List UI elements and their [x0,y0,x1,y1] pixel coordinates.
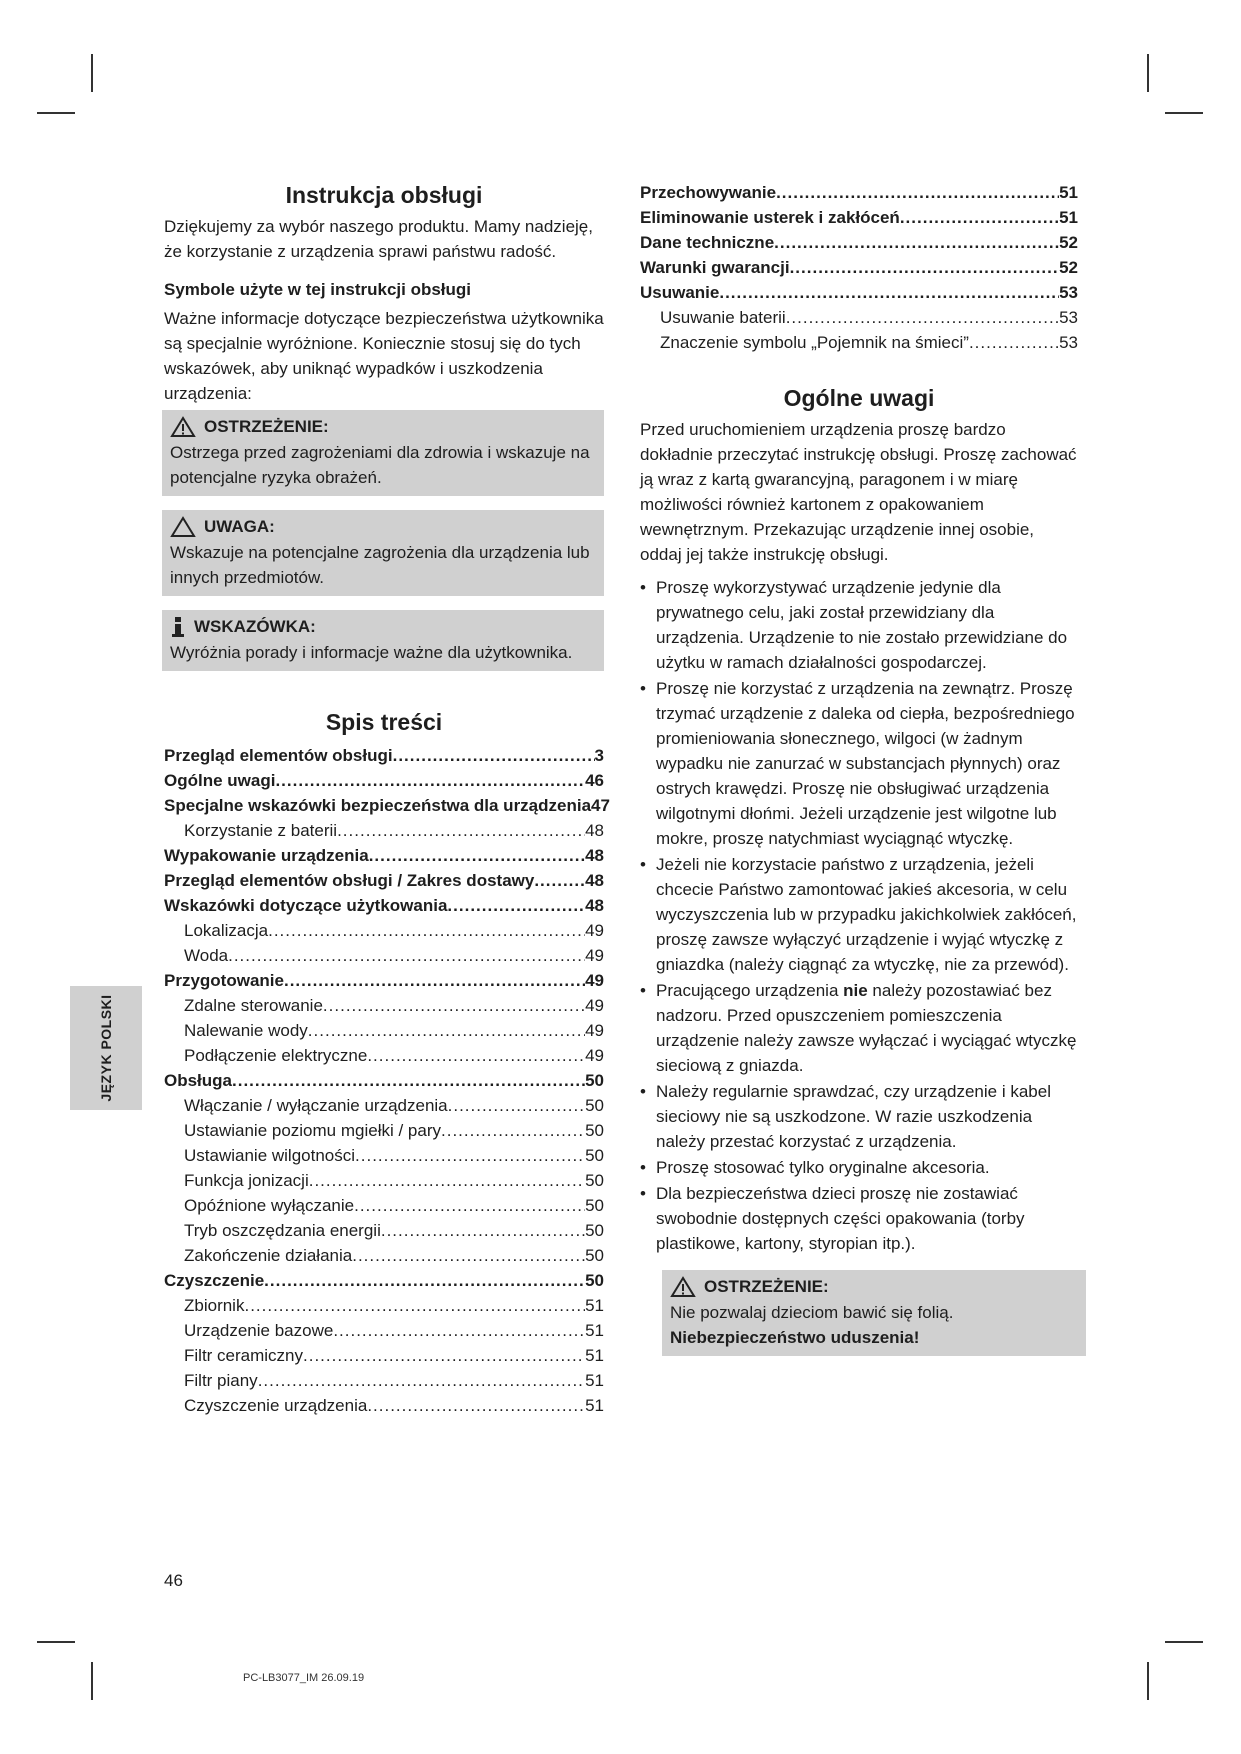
warning-text-plain: Nie pozwalaj dzieciom bawić się folią. [670,1303,954,1322]
toc-entry-page: 47 [591,796,610,815]
toc-entry-label: Zdalne sterowanie [184,996,323,1015]
toc-entry-page: 50 [585,1146,604,1165]
safety-bullet-list [640,575,1078,1256]
toc-entry-page: 48 [585,896,604,915]
toc-entry-page: 48 [585,871,604,890]
toc-entry [164,768,604,793]
toc-entry-label: Warunki gwarancji [640,258,790,277]
bullet-text: Pracującego urządzenia [656,981,844,1000]
toc-list-left [164,743,610,1418]
caution-triangle-icon [170,516,196,538]
toc-entry [164,1093,604,1118]
toc-leader-dots [393,743,595,768]
toc-list-right [640,180,1078,355]
list-item: • Jeżeli nie korzystacie państwo z urządzenia, jeżeli chcecie Państwo zamontować jakieś akcesoria, w celu wyczyszczenia lub w przypadku jakichkolwiek zakłóceń, proszę zawsze wyłączyć urządzenie i wyjąć wtyczkę z gniazdka (należy ciągnąć za wtyczkę, nie za przewód). [640,852,1078,977]
toc-entry-page: 50 [585,1196,604,1215]
toc-leader-dots [309,1168,585,1193]
toc-leader-dots [303,1343,585,1368]
toc-entry-label: Opóźnione wyłączanie [184,1196,355,1215]
toc-entry-label: Obsługa [164,1071,233,1090]
toc-leader-dots [441,1118,585,1143]
toc-leader-dots [337,818,585,843]
toc-entry [164,1343,604,1368]
list-item: • Należy regularnie sprawdzać, czy urządzenie i kabel sieciowy nie są uszkodzone. W razie uszkodzenia należy przestać korzystać z urządzenia. [640,1079,1078,1154]
toc-entry [164,818,604,843]
toc-title: Spis treści [325,709,443,735]
right-column [640,180,1078,1356]
toc-entry-label: Znaczenie symbolu „Pojemnik na śmieci” [660,333,969,352]
toc-entry-label: Przegląd elementów obsługi [164,746,393,765]
warning-text: Ostrzega przed zagrożeniami dla zdrowia i wskazuje na potencjalne ryzyka obrażeń. [170,443,590,487]
toc-entry-label: Usuwanie [640,283,720,302]
toc-entry-label: Przegląd elementów obsługi / Zakres dostawy [164,871,535,890]
toc-entry [164,1118,604,1143]
info-icon [170,616,186,638]
toc-leader-dots [369,843,585,868]
toc-entry-page: 50 [585,1246,604,1265]
toc-entry-page: 50 [585,1271,604,1290]
toc-entry-page: 48 [585,821,604,840]
print-footer: PC-LB3077_IM 26.09.19 [243,1672,365,1684]
toc-entry-page: 53 [1059,283,1078,302]
toc-leader-dots [352,1243,585,1268]
toc-leader-dots [447,893,585,918]
toc-entry-label: Korzystanie z baterii [184,821,338,840]
toc-entry [640,330,1078,355]
toc-entry [164,1168,604,1193]
toc-entry-label: Włączanie / wyłączanie urządzenia [184,1096,448,1115]
caution-text: Wskazuje na potencjalne zagrożenia dla urządzenia lub innych przedmiotów. [170,543,590,587]
toc-entry-page: 50 [585,1071,604,1090]
crop-mark [1147,54,1149,92]
toc-leader-dots [381,1218,585,1243]
toc-leader-dots [354,1193,585,1218]
toc-leader-dots [367,1393,585,1418]
toc-entry [164,1193,604,1218]
toc-leader-dots [969,330,1059,355]
toc-leader-dots [228,943,585,968]
toc-entry-page: 51 [1059,208,1078,227]
list-item: • Proszę nie korzystać z urządzenia na zewnątrz. Proszę trzymać urządzenie z daleka od ciepła, bezpośredniego promieniowania słonecznego, wilgoci (w żadnym wypadku nie zanurzać w substancjach płynnych) oraz ostrych krawędzi. Proszę nie obsługiwać urządzenia wilgotnymi dłońmi. Jeżeli urządzenie jest wilgotne lub mokre, proszę natychmiast wyciągnąć wtyczkę. [640,676,1078,851]
page-title: Instrukcja obsługi [285,182,483,208]
toc-entry-label: Zbiornik [184,1296,245,1315]
toc-entry [164,793,610,818]
crop-mark [1165,112,1203,114]
warning-text-bold: Niebezpieczeństwo uduszenia! [670,1328,920,1347]
toc-leader-dots [355,1143,585,1168]
toc-entry-label: Filtr piany [184,1371,258,1390]
left-column [164,180,610,1418]
toc-entry-page: 53 [1059,308,1078,327]
crop-mark [1147,1662,1149,1700]
toc-entry [164,943,604,968]
toc-entry-label: Tryb oszczędzania energii [184,1221,381,1240]
toc-leader-dots [275,768,585,793]
toc-entry-label: Czyszczenie [164,1271,265,1290]
warning-title: OSTRZEŻENIE: [204,417,329,436]
toc-entry-label: Lokalizacja [184,921,269,940]
toc-entry-page: 49 [585,1046,604,1065]
bullet-text: należy pozostawiać bez nadzoru. Przed opuszczeniem pomieszczenia urządzenie należy zawsze wyłączać i wyciągać wtyczkę sieciową z gniazda. [656,981,1077,1075]
toc-entry-page: 51 [585,1321,604,1340]
toc-leader-dots [232,1068,585,1093]
toc-entry [164,743,604,768]
toc-entry [164,1018,604,1043]
symbols-heading: Symbole użyte w tej instrukcji obsługi [164,280,472,299]
toc-entry [164,868,604,893]
toc-entry [640,305,1078,330]
toc-entry-label: Przechowywanie [640,183,777,202]
toc-entry-label: Przygotowanie [164,971,284,990]
toc-leader-dots [786,305,1059,330]
toc-entry-page: 51 [585,1346,604,1365]
toc-entry [164,1368,604,1393]
toc-entry [640,280,1078,305]
toc-leader-dots [284,968,585,993]
toc-entry-page: 52 [1059,233,1078,252]
crop-mark [91,1662,93,1700]
toc-entry [164,1243,604,1268]
crop-mark [37,1641,75,1643]
toc-entry-label: Woda [184,946,229,965]
toc-entry [164,1293,604,1318]
toc-entry [640,230,1078,255]
general-notes-intro: Przed uruchomieniem urządzenia proszę bardzo dokładnie przeczytać instrukcję obsługi. Proszę zachować ją wraz z kartą gwarancyjną, paragonem i w miarę możliwości również kartonem z opakowaniem wewnętrznym. Przekazując urządzenie innej osobie, oddaj jej także instrukcję obsługi. [640,420,1077,564]
toc-entry-page: 50 [585,1171,604,1190]
toc-entry-page: 52 [1059,258,1078,277]
crop-mark [91,54,93,92]
toc-entry-page: 49 [585,946,604,965]
toc-leader-dots [333,1318,585,1343]
general-notes-title: Ogólne uwagi [783,385,935,411]
warning-triangle-icon [170,416,196,438]
toc-entry-page: 51 [585,1371,604,1390]
toc-entry-label: Urządzenie bazowe [184,1321,334,1340]
note-title: WSKAZÓWKA: [194,617,316,636]
warning-triangle-icon [670,1276,696,1298]
toc-entry-label: Ustawianie wilgotności [184,1146,356,1165]
toc-entry-page: 49 [585,921,604,940]
toc-leader-dots [308,1018,585,1043]
toc-entry-page: 50 [585,1121,604,1140]
toc-entry [164,968,604,993]
toc-entry [164,1218,604,1243]
page-number: 46 [164,1571,183,1590]
toc-entry [164,1268,604,1293]
toc-entry-label: Nalewanie wody [184,1021,308,1040]
toc-entry-page: 49 [585,1021,604,1040]
toc-entry [164,918,604,943]
toc-entry-page: 49 [585,971,604,990]
toc-entry-label: Usuwanie baterii [660,308,786,327]
warning-box-children [662,1270,1086,1356]
warning-title: OSTRZEŻENIE: [704,1277,829,1296]
toc-entry [640,180,1078,205]
toc-leader-dots [774,230,1059,255]
toc-entry-label: Zakończenie działania [184,1246,353,1265]
bullet-bold-text: nie [843,981,868,1000]
caution-title: UWAGA: [204,517,275,536]
note-text: Wyróżnia porady i informacje ważne dla użytkownika. [170,643,573,662]
toc-entry [164,843,604,868]
toc-entry-label: Filtr ceramiczny [184,1346,304,1365]
toc-leader-dots [258,1368,585,1393]
toc-entry [164,893,604,918]
toc-entry [164,1143,604,1168]
toc-entry [640,255,1078,280]
toc-entry [164,1393,604,1418]
intro-text: Dziękujemy za wybór naszego produktu. Mamy nadzieję, że korzystanie z urządzenia sprawi państwu radość. [164,217,593,261]
toc-entry-label: Ustawianie poziomu mgiełki / pary [184,1121,441,1140]
toc-entry-label: Funkcja jonizacji [184,1171,309,1190]
toc-entry-label: Podłączenie elektryczne [184,1046,368,1065]
toc-entry [164,993,604,1018]
warning-text [670,1300,1078,1350]
symbols-text: Ważne informacje dotyczące bezpieczeństwa użytkownika są specjalnie wyróżnione. Koniecznie stosuj się do tych wskazówek, aby uniknąć wypadków i uszkodzenia urządzenia: [164,309,604,403]
warning-box [162,410,604,496]
toc-entry-page: 3 [594,746,604,765]
list-item: • Dla bezpieczeństwa dzieci proszę nie zostawiać swobodnie dostępnych części opakowania (torby plastikowe, kartony, styropian itp.). [640,1181,1078,1256]
toc-leader-dots [323,993,585,1018]
toc-entry-page: 48 [585,846,604,865]
toc-leader-dots [268,918,585,943]
toc-entry-page: 51 [1059,183,1078,202]
toc-leader-dots [790,255,1060,280]
toc-entry-page: 49 [585,996,604,1015]
toc-leader-dots [244,1293,585,1318]
toc-entry-label: Czyszczenie urządzenia [184,1396,368,1415]
toc-entry-page: 51 [585,1396,604,1415]
toc-leader-dots [264,1268,585,1293]
toc-leader-dots [367,1043,585,1068]
toc-leader-dots [900,205,1059,230]
crop-mark [1165,1641,1203,1643]
language-side-tab [70,986,142,1110]
note-box [162,610,604,671]
crop-mark [37,112,75,114]
list-item [640,978,1078,1078]
toc-entry-label: Wypakowanie urządzenia [164,846,369,865]
toc-leader-dots [776,180,1059,205]
toc-entry-label: Dane techniczne [640,233,775,252]
toc-entry-label: Eliminowanie usterek i zakłóceń [640,208,900,227]
toc-entry [164,1068,604,1093]
toc-leader-dots [448,1093,585,1118]
toc-entry [164,1043,604,1068]
toc-leader-dots [534,868,585,893]
toc-entry-page: 50 [585,1221,604,1240]
toc-entry-page: 50 [585,1096,604,1115]
list-item: • Proszę stosować tylko oryginalne akcesoria. [640,1155,1078,1180]
toc-entry-page: 53 [1059,333,1078,352]
toc-entry-label: Wskazówki dotyczące użytkowania [164,896,448,915]
toc-leader-dots [719,280,1059,305]
caution-box [162,510,604,596]
toc-entry [640,205,1078,230]
toc-entry [164,1318,604,1343]
toc-entry-page: 51 [585,1296,604,1315]
list-item: • Proszę wykorzystywać urządzenie jedynie dla prywatnego celu, jaki został przewidziany dla urządzenia. Urządzenie to nie zostało przewidziane do użytku w ramach działalności gospodarczej. [640,575,1078,675]
language-label: JĘZYK POLSKI [98,994,114,1102]
toc-entry-label: Ogólne uwagi [164,771,276,790]
toc-entry-page: 46 [585,771,604,790]
toc-entry-label: Specjalne wskazówki bezpieczeństwa dla urządzenia [164,796,592,815]
